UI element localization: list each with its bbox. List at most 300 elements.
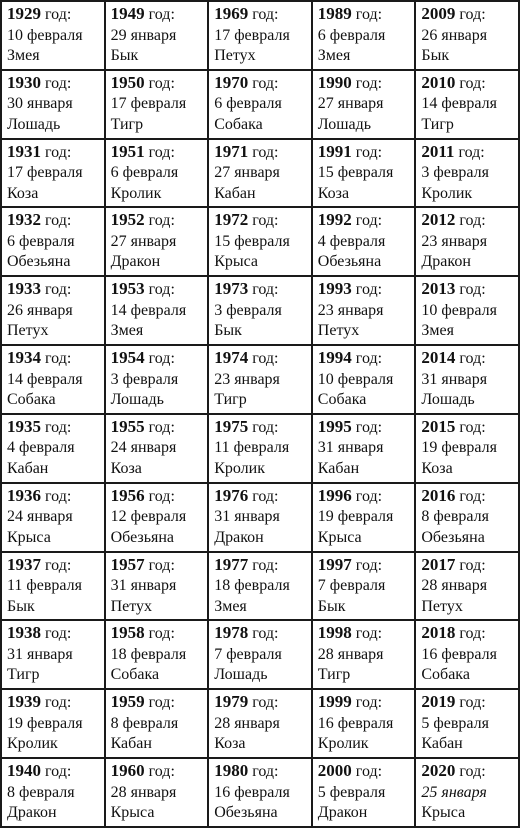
year-cell [105, 758, 209, 827]
year-heading [318, 623, 411, 645]
year-cell [312, 207, 416, 276]
table-row [1, 139, 519, 208]
year-heading [111, 348, 204, 370]
year-cell [312, 689, 416, 758]
table-row [1, 620, 519, 689]
year-number: 1990 [317, 72, 352, 92]
year-heading [318, 417, 411, 439]
year-cell [415, 1, 519, 70]
zodiac-animal: Тигр [317, 666, 351, 684]
zodiac-animal: Тигр [110, 115, 144, 133]
year-heading [214, 623, 307, 645]
year-heading [111, 73, 204, 95]
table-row [1, 414, 519, 483]
year-suffix: год: [41, 418, 72, 436]
new-year-date: 8 февраля [7, 783, 75, 801]
year-suffix: год: [454, 143, 485, 161]
year-heading [318, 692, 411, 714]
new-year-date: 14 февраля [421, 95, 497, 113]
year-heading [111, 555, 204, 577]
new-year-date: 11 февраля [7, 577, 83, 595]
year-heading [111, 142, 204, 164]
year-suffix: год: [144, 6, 175, 23]
year-heading [111, 417, 204, 439]
zodiac-animal: Обезьяна [110, 528, 175, 546]
zodiac-animal: Кабан [110, 735, 152, 753]
year-suffix: год: [351, 6, 383, 23]
zodiac-animal: Лошадь [421, 391, 475, 409]
zodiac-animal: Собака [214, 115, 263, 133]
year-suffix: год: [41, 350, 72, 368]
zodiac-animal: Собака [7, 391, 56, 409]
year-number: 1939 [7, 692, 41, 712]
new-year-date: 7 февраля [317, 577, 386, 595]
year-number: 1956 [110, 485, 145, 505]
zodiac-animal: Коза [214, 735, 246, 753]
zodiac-animal: Кабан [317, 459, 360, 477]
year-heading [7, 73, 100, 95]
year-heading [421, 279, 514, 301]
year-number: 1975 [214, 416, 249, 436]
year-number: 2018 [421, 623, 456, 643]
year-cell [208, 483, 312, 552]
year-number: 1954 [110, 348, 145, 368]
new-year-date: 6 февраля [214, 95, 282, 113]
zodiac-animal: Кабан [7, 459, 49, 477]
year-cell [415, 276, 519, 345]
year-number: 2010 [421, 72, 456, 92]
year-suffix: год: [351, 281, 383, 299]
year-heading [7, 142, 100, 164]
new-year-date: 17 февраля [7, 164, 83, 182]
zodiac-animal: Коза [110, 459, 142, 477]
year-suffix: год: [248, 694, 279, 712]
zodiac-animal: Бык [317, 597, 346, 615]
year-cell [415, 552, 519, 621]
year-number: 1955 [110, 416, 145, 436]
new-year-date: 4 февраля [317, 232, 386, 250]
year-cell [312, 139, 416, 208]
year-suffix: год: [248, 74, 279, 92]
year-suffix: год: [351, 763, 383, 781]
year-number: 1940 [7, 761, 41, 781]
year-cell [312, 276, 416, 345]
year-heading [421, 555, 514, 577]
new-year-date: 28 января [214, 714, 280, 732]
zodiac-animal: Змея [7, 47, 40, 64]
year-heading [421, 486, 514, 508]
year-suffix: год: [248, 763, 279, 781]
new-year-date: 28 января [317, 645, 384, 663]
zodiac-animal: Коза [317, 184, 350, 202]
new-year-date: 31 января [110, 577, 177, 595]
new-year-date: 18 февраля [214, 577, 290, 595]
year-number: 1957 [110, 554, 145, 574]
zodiac-animal: Петух [214, 47, 256, 64]
year-heading [318, 210, 411, 232]
year-suffix: год: [41, 281, 72, 299]
year-number: 2015 [421, 416, 456, 436]
year-number: 1970 [214, 72, 249, 92]
year-suffix: год: [144, 350, 175, 368]
year-heading [7, 4, 100, 26]
year-number: 1973 [214, 279, 249, 299]
new-year-date: 17 февраля [110, 95, 187, 113]
new-year-date: 25 января [421, 783, 487, 801]
year-heading [318, 73, 411, 95]
year-heading [7, 348, 100, 370]
year-heading [7, 486, 100, 508]
year-suffix: год: [41, 6, 72, 23]
year-number: 1938 [7, 623, 41, 643]
zodiac-animal: Тигр [421, 115, 454, 133]
zodiac-animal: Собака [317, 391, 367, 409]
new-year-date: 19 февраля [7, 714, 83, 732]
year-heading [7, 279, 100, 301]
year-number: 1972 [214, 210, 249, 230]
year-heading [214, 486, 307, 508]
year-cell [312, 758, 416, 827]
new-year-date: 15 февраля [214, 232, 290, 250]
year-heading [111, 761, 204, 783]
year-number: 1998 [317, 623, 352, 643]
year-heading [421, 761, 514, 783]
new-year-date: 3 февраля [214, 301, 282, 319]
new-year-date: 4 февраля [7, 439, 75, 457]
year-cell [312, 620, 416, 689]
year-suffix: год: [144, 212, 175, 230]
table-row [1, 276, 519, 345]
year-suffix: год: [351, 74, 383, 92]
year-number: 2000 [317, 761, 352, 781]
year-heading [318, 555, 411, 577]
year-number: 1995 [317, 416, 352, 436]
year-heading [111, 623, 204, 645]
year-cell [415, 758, 519, 827]
new-year-date: 23 января [214, 370, 280, 388]
year-cell [415, 345, 519, 414]
new-year-date: 23 января [317, 301, 384, 319]
year-cell [312, 345, 416, 414]
year-suffix: год: [41, 763, 72, 781]
year-heading [318, 4, 411, 26]
zodiac-animal: Змея [421, 322, 454, 340]
new-year-date: 17 февраля [214, 26, 290, 44]
new-year-date: 14 февраля [7, 370, 83, 388]
year-cell [208, 1, 312, 70]
new-year-date: 8 февраля [421, 508, 489, 526]
zodiac-animal: Коза [7, 184, 39, 202]
year-number: 1953 [110, 279, 145, 299]
new-year-date: 16 февраля [317, 714, 394, 732]
year-cell [208, 139, 312, 208]
year-cell [208, 689, 312, 758]
year-number: 1936 [7, 485, 41, 505]
zodiac-animal: Петух [421, 597, 463, 615]
year-number: 1979 [214, 692, 249, 712]
year-cell [415, 414, 519, 483]
zodiac-animal: Дракон [110, 253, 161, 271]
year-heading [421, 692, 514, 714]
zodiac-animal: Дракон [214, 528, 264, 546]
new-year-date: 31 января [7, 645, 73, 663]
zodiac-animal: Бык [110, 47, 139, 64]
zodiac-animal: Петух [317, 322, 360, 340]
new-year-date: 14 февраля [110, 301, 187, 319]
year-suffix: год: [248, 350, 279, 368]
year-number: 1929 [7, 4, 41, 23]
year-number: 1992 [317, 210, 352, 230]
year-number: 1934 [7, 348, 41, 368]
table-row [1, 758, 519, 827]
year-cell [415, 70, 519, 139]
year-suffix: год: [455, 418, 486, 436]
year-number: 1974 [214, 348, 249, 368]
year-cell [415, 689, 519, 758]
year-cell [1, 345, 105, 414]
year-suffix: год: [144, 143, 175, 161]
year-number: 1960 [110, 761, 145, 781]
new-year-date: 6 февраля [110, 164, 179, 182]
zodiac-animal: Кролик [214, 459, 265, 477]
year-suffix: год: [248, 6, 279, 23]
year-suffix: год: [144, 418, 175, 436]
zodiac-animal: Тигр [7, 666, 40, 684]
year-suffix: год: [41, 625, 72, 643]
year-number: 2017 [421, 554, 456, 574]
year-heading [7, 761, 100, 783]
year-heading [421, 73, 514, 95]
year-number: 1935 [7, 416, 41, 436]
new-year-date: 28 января [110, 783, 177, 801]
new-year-date: 5 февраля [421, 714, 489, 732]
year-cell [105, 483, 209, 552]
table-row [1, 345, 519, 414]
year-suffix: год: [248, 625, 279, 643]
year-number: 2009 [421, 4, 456, 23]
new-year-date: 26 января [421, 26, 488, 44]
new-year-date: 24 января [7, 508, 73, 526]
year-number: 2019 [421, 692, 456, 712]
year-heading [214, 73, 307, 95]
year-heading [421, 623, 514, 645]
year-suffix: год: [144, 763, 175, 781]
new-year-date: 3 февраля [110, 370, 179, 388]
year-suffix: год: [144, 281, 175, 299]
zodiac-animal: Обезьяна [214, 804, 278, 822]
year-number: 1994 [317, 348, 352, 368]
year-heading [318, 279, 411, 301]
zodiac-animal: Кролик [110, 184, 162, 202]
year-heading [7, 692, 100, 714]
year-suffix: год: [455, 74, 486, 92]
year-cell [312, 483, 416, 552]
year-cell [1, 689, 105, 758]
year-heading [421, 4, 514, 26]
year-number: 1959 [110, 692, 145, 712]
year-heading [421, 210, 514, 232]
zodiac-animal: Кролик [421, 184, 473, 202]
year-suffix: год: [144, 487, 175, 505]
year-heading [214, 4, 307, 26]
zodiac-animal: Лошадь [214, 666, 268, 684]
new-year-date: 10 февраля [421, 301, 497, 319]
table-body [1, 1, 519, 827]
year-number: 1933 [7, 279, 41, 299]
year-cell [208, 276, 312, 345]
zodiac-animal: Змея [110, 322, 144, 340]
year-cell [1, 414, 105, 483]
zodiac-animal: Коза [421, 459, 453, 477]
year-heading [421, 142, 514, 164]
year-cell [1, 483, 105, 552]
new-year-date: 24 января [110, 439, 177, 457]
zodiac-animal: Кабан [421, 735, 463, 753]
year-cell [1, 276, 105, 345]
new-year-date: 10 февраля [317, 370, 394, 388]
year-number: 1949 [110, 4, 145, 23]
zodiac-animal: Лошадь [317, 115, 372, 133]
year-heading [214, 417, 307, 439]
new-year-date: 8 февраля [110, 714, 179, 732]
new-year-date: 30 января [7, 95, 73, 113]
zodiac-animal: Дракон [421, 253, 471, 271]
year-heading [421, 417, 514, 439]
year-suffix: год: [351, 694, 383, 712]
year-suffix: год: [41, 694, 72, 712]
new-year-date: 7 февраля [214, 645, 282, 663]
zodiac-animal: Бык [7, 597, 35, 615]
year-heading [318, 486, 411, 508]
zodiac-animal: Собака [110, 666, 160, 684]
new-year-date: 6 февраля [7, 232, 75, 250]
new-year-date: 11 февраля [214, 439, 290, 457]
table-row [1, 552, 519, 621]
zodiac-animal: Обезьяна [421, 528, 485, 546]
year-heading [111, 279, 204, 301]
year-cell [208, 620, 312, 689]
year-heading [214, 279, 307, 301]
year-heading [214, 761, 307, 783]
zodiac-animal: Дракон [317, 804, 368, 822]
new-year-date: 16 февраля [421, 645, 497, 663]
year-heading [7, 623, 100, 645]
year-suffix: год: [351, 212, 383, 230]
zodiac-animal: Петух [7, 322, 49, 340]
year-heading [214, 210, 307, 232]
year-cell [105, 139, 209, 208]
year-number: 1951 [110, 141, 145, 161]
zodiac-animal: Крыса [421, 804, 466, 822]
year-suffix: год: [144, 556, 175, 574]
year-cell [105, 276, 209, 345]
year-number: 1971 [214, 141, 249, 161]
zodiac-animal: Обезьяна [317, 253, 382, 271]
year-suffix: год: [41, 74, 72, 92]
year-heading [214, 555, 307, 577]
year-number: 1952 [110, 210, 145, 230]
new-year-date: 15 февраля [317, 164, 394, 182]
year-suffix: год: [455, 6, 486, 23]
zodiac-animal: Крыса [7, 528, 51, 546]
year-cell [1, 207, 105, 276]
year-number: 2013 [421, 279, 456, 299]
zodiac-animal: Лошадь [7, 115, 61, 133]
year-heading [318, 142, 411, 164]
year-number: 1969 [214, 4, 249, 23]
year-suffix: год: [455, 694, 486, 712]
new-year-date: 5 февраля [317, 783, 386, 801]
new-year-date: 31 января [214, 508, 280, 526]
year-cell [208, 414, 312, 483]
year-suffix: год: [455, 487, 486, 505]
year-cell [415, 139, 519, 208]
year-cell [1, 70, 105, 139]
year-number: 2014 [421, 348, 456, 368]
table-row [1, 207, 519, 276]
year-suffix: год: [248, 487, 279, 505]
year-cell [1, 620, 105, 689]
table-row [1, 70, 519, 139]
new-year-date: 19 февраля [317, 508, 394, 526]
year-heading [7, 417, 100, 439]
zodiac-animal: Крыса [214, 253, 259, 271]
zodiac-animal: Кабан [214, 184, 256, 202]
year-heading [111, 486, 204, 508]
year-cell [1, 552, 105, 621]
year-cell [105, 552, 209, 621]
new-year-date: 31 января [421, 370, 488, 388]
year-cell [105, 414, 209, 483]
year-suffix: год: [455, 212, 486, 230]
year-heading [214, 348, 307, 370]
zodiac-animal: Бык [421, 47, 450, 64]
year-number: 2020 [421, 761, 456, 781]
year-cell [208, 70, 312, 139]
year-suffix: год: [144, 694, 175, 712]
year-cell [1, 758, 105, 827]
year-heading [421, 348, 514, 370]
table-row [1, 483, 519, 552]
year-suffix: год: [248, 143, 279, 161]
year-heading [318, 761, 411, 783]
year-cell [105, 207, 209, 276]
new-year-date: 6 февраля [317, 26, 386, 44]
new-year-date: 12 февраля [110, 508, 187, 526]
year-cell [415, 207, 519, 276]
year-suffix: год: [248, 212, 279, 230]
zodiac-animal: Дракон [7, 804, 57, 822]
year-heading [111, 692, 204, 714]
year-cell [415, 483, 519, 552]
year-suffix: год: [351, 487, 383, 505]
year-heading [111, 4, 204, 26]
year-number: 1993 [317, 279, 352, 299]
new-year-date: 27 января [317, 95, 384, 113]
new-year-date: 27 января [110, 232, 177, 250]
year-number: 1997 [317, 554, 352, 574]
year-suffix: год: [455, 625, 486, 643]
year-cell [208, 207, 312, 276]
year-suffix: год: [41, 143, 72, 161]
year-cell [312, 552, 416, 621]
year-heading [111, 210, 204, 232]
table-row [1, 689, 519, 758]
table-row [1, 1, 519, 70]
year-suffix: год: [248, 556, 279, 574]
year-number: 1932 [7, 210, 41, 230]
new-year-date: 19 февраля [421, 439, 497, 457]
